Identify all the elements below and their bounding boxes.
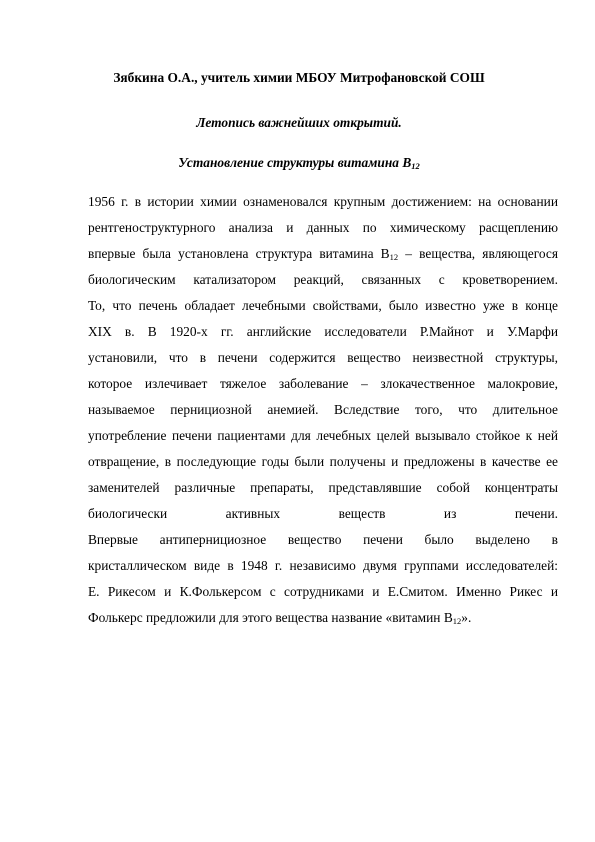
text-run: XIX в. В 1920-х гг. английские исследователи Р.Майнот и У.Марфи <box>88 324 558 339</box>
text-run: Е. Рикесом и К.Фолькерсом с сотрудниками и Е.Смитом. Именно Рикес и <box>88 584 558 599</box>
text-run: установили, что в печени содержится вещество неизвестной структуры, <box>88 350 558 365</box>
text-run: Фолькерс предложили для этого вещества название «витамин В <box>88 610 453 625</box>
subscript-text: 12 <box>452 616 462 626</box>
text-line <box>88 293 558 319</box>
text-run: кристаллическом виде в 1948 г. независимо двумя группами исследователей: <box>88 558 558 573</box>
text-line <box>88 345 558 371</box>
text-run: которое излечивает тяжелое заболевание – злокачественное малокровие, <box>88 376 558 391</box>
text-line <box>88 267 558 293</box>
article-title-main: Установление структуры витамина В <box>178 155 412 170</box>
text-run: называемое пернициозной анемией. Вследствие того, что длительное <box>88 402 558 417</box>
text-line <box>88 189 558 215</box>
text-run: 1956 г. в истории химии ознаменовался крупным достижением: на основании <box>88 194 558 209</box>
text-run: рентгеноструктурного анализа и данных по химическому расщеплению <box>88 220 558 235</box>
text-line <box>88 605 558 631</box>
article-title-subscript: 12 <box>411 161 420 171</box>
series-title: Летопись важнейших открытий. <box>196 115 402 130</box>
text-run: ». <box>461 610 472 625</box>
text-run: заменителей различные препараты, представлявшие собой концентраты <box>88 480 558 495</box>
text-run: биологически активных веществ из печени. <box>88 506 558 521</box>
text-run: То, что печень обладает лечебными свойствами, было известно уже в конце <box>88 298 558 313</box>
body-paragraph <box>88 189 558 631</box>
text-run: биологическим катализатором реакций, связанных с кроветворением. <box>88 272 558 287</box>
author-line: Зябкина О.А., учитель химии МБОУ Митрофановской СОШ <box>113 70 485 85</box>
text-line <box>88 449 558 475</box>
text-line <box>88 553 558 579</box>
text-run: употребление печени пациентами для лечебных целей вызывало стойкое к ней <box>88 428 558 443</box>
text-line <box>88 423 558 449</box>
text-line <box>88 397 558 423</box>
text-line <box>88 501 558 527</box>
article-title <box>88 155 510 171</box>
text-line <box>88 527 558 553</box>
text-run: Впервые антипернициозное вещество печени было выделено в <box>88 532 558 547</box>
text-run: – вещества, являющегося <box>398 246 558 261</box>
text-line <box>88 371 558 397</box>
text-run: отвращение, в последующие годы были получены и предложены в качестве ее <box>88 454 558 469</box>
text-line <box>88 319 558 345</box>
text-line <box>88 215 558 241</box>
text-line <box>88 241 558 267</box>
text-run: впервые была установлена структура витамина В <box>88 246 390 261</box>
subscript-text: 12 <box>389 252 399 262</box>
text-line <box>88 475 558 501</box>
text-line <box>88 579 558 605</box>
